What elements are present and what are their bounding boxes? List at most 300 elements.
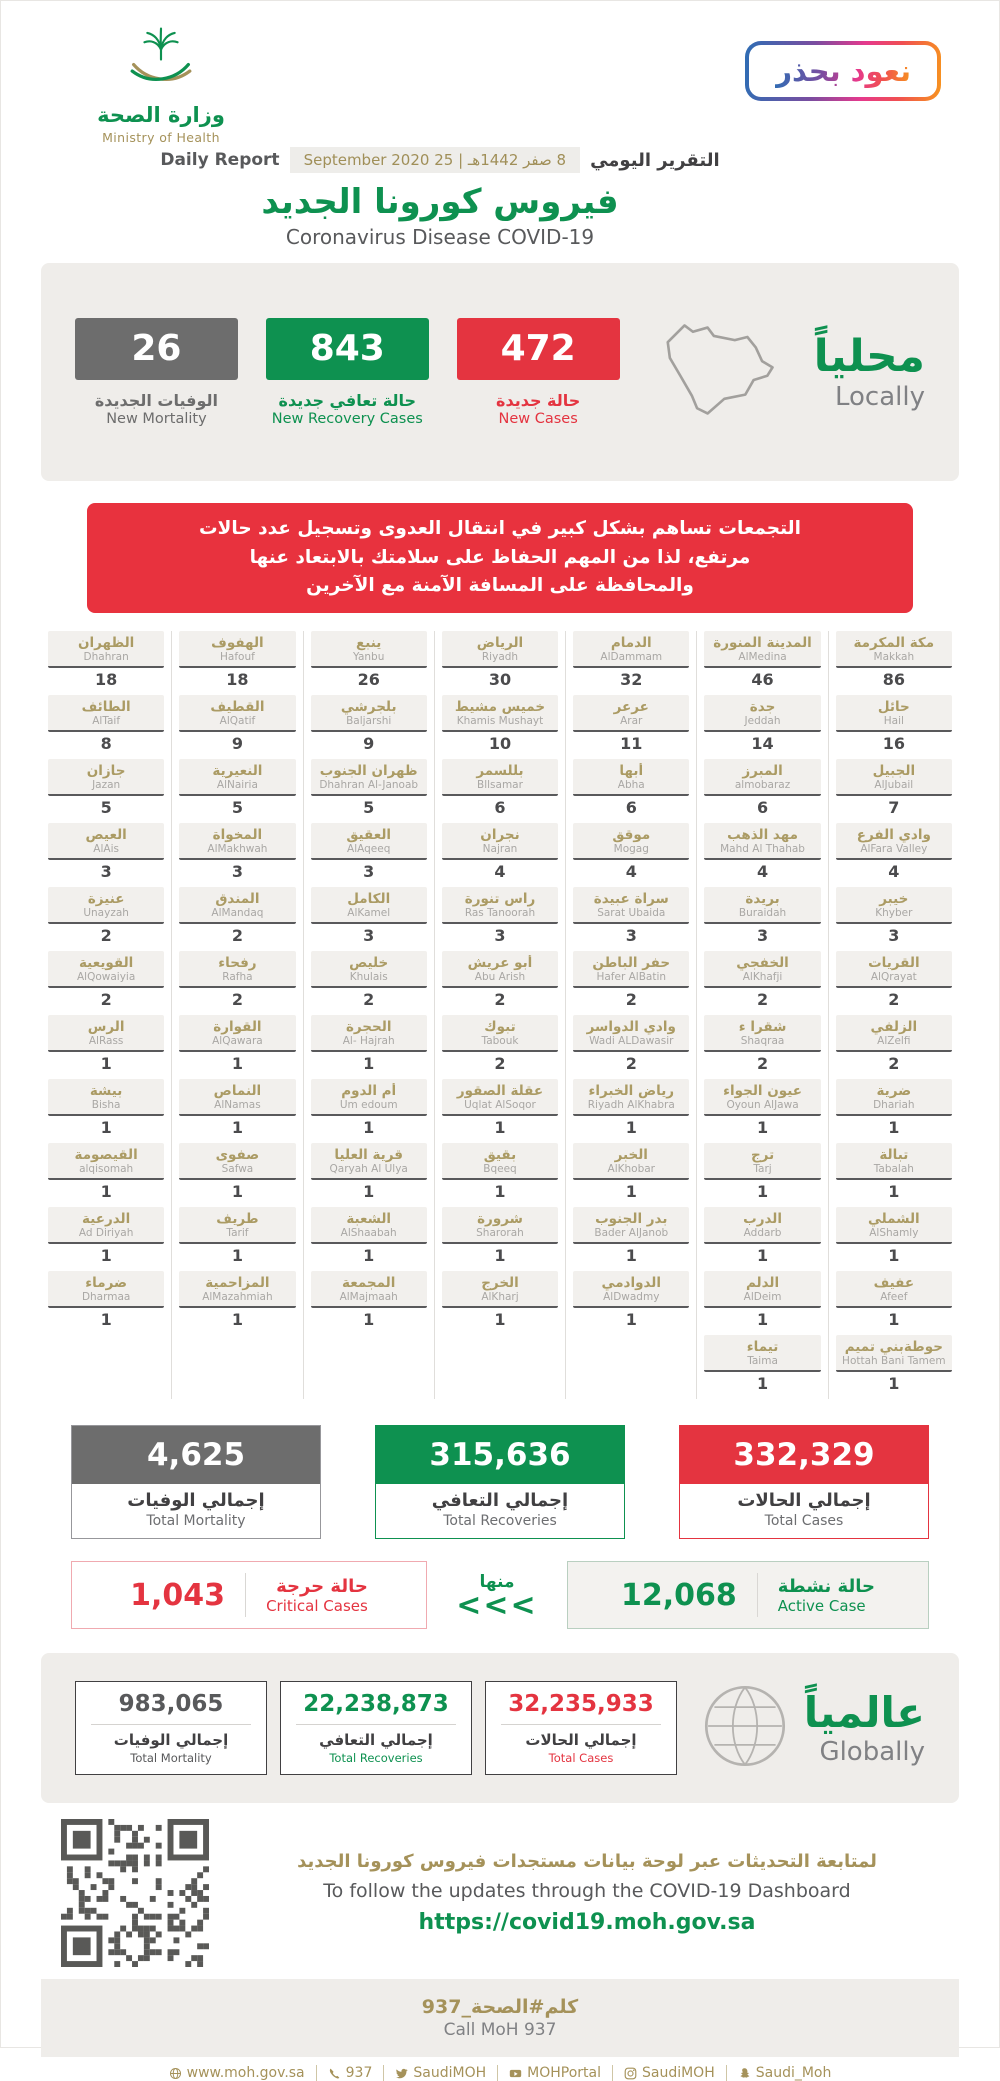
region-name-ar: القوارة bbox=[213, 1019, 262, 1036]
region-cell bbox=[704, 1207, 820, 1266]
region-cell bbox=[442, 631, 558, 690]
region-cell bbox=[704, 1015, 820, 1074]
region-name-box bbox=[179, 695, 295, 732]
region-name-box bbox=[836, 1015, 952, 1052]
region-name-ar: وادي الفرع bbox=[856, 827, 931, 844]
call-moh-band bbox=[41, 1979, 959, 2057]
region-name-ar: حائل bbox=[877, 699, 910, 716]
region-name-ar: الخبر bbox=[614, 1147, 648, 1164]
critical-cases-label-ar: حالة حرجة bbox=[276, 1575, 368, 1597]
region-name-en: Abha bbox=[617, 779, 645, 792]
globe-icon bbox=[169, 2067, 182, 2080]
dashboard-section bbox=[61, 1819, 939, 1967]
region-name-en: Dharmaa bbox=[81, 1291, 131, 1304]
region-cell bbox=[179, 631, 295, 690]
region-count: 1 bbox=[100, 1118, 112, 1138]
region-name-ar: ظهران الجنوب bbox=[319, 763, 418, 780]
region-cell bbox=[573, 695, 689, 754]
region-count: 1 bbox=[756, 1246, 769, 1266]
global-mortality-box bbox=[75, 1681, 267, 1775]
region-name-box bbox=[48, 695, 164, 732]
region-name-en: almobaraz bbox=[734, 779, 791, 792]
region-name-en: Hottah Bani Tamem bbox=[842, 1355, 946, 1368]
critical-cases-value: 1,043 bbox=[130, 1577, 226, 1613]
region-count: 6 bbox=[625, 798, 637, 818]
region-name-box bbox=[573, 1015, 689, 1052]
region-name-en: Arar bbox=[620, 715, 643, 728]
region-cell bbox=[836, 1271, 952, 1330]
region-name-ar: جازان bbox=[86, 763, 126, 780]
region-column bbox=[565, 631, 696, 1399]
region-cell bbox=[573, 823, 689, 882]
region-count: 6 bbox=[494, 798, 506, 818]
region-name-en: Riyadh bbox=[481, 651, 519, 664]
region-name-en: Afeef bbox=[880, 1291, 908, 1304]
region-count: 7 bbox=[888, 798, 900, 818]
region-cell bbox=[442, 823, 558, 882]
region-name-box bbox=[442, 759, 558, 796]
region-cell bbox=[179, 1143, 295, 1202]
region-name-ar: القيصومة bbox=[74, 1147, 138, 1164]
region-count: 2 bbox=[100, 990, 112, 1010]
region-name-ar: القريات bbox=[868, 955, 920, 972]
region-name-ar: ضرية bbox=[876, 1083, 912, 1100]
region-name-box bbox=[311, 823, 427, 860]
region-name-box bbox=[179, 759, 295, 796]
of-which-indicator bbox=[456, 1571, 538, 1623]
region-name-en: Tabouk bbox=[481, 1035, 519, 1048]
region-cell bbox=[311, 1079, 427, 1138]
youtube-icon bbox=[509, 2067, 522, 2080]
region-name-ar: بلجرشي bbox=[340, 699, 397, 716]
region-count: 1 bbox=[363, 1246, 375, 1266]
region-name-en: Mahd Al Thahab bbox=[720, 843, 805, 856]
region-name-ar: ترج bbox=[750, 1147, 775, 1164]
region-name-en: AlTaif bbox=[92, 715, 121, 728]
region-column bbox=[828, 631, 959, 1399]
region-name-ar: الدوادمي bbox=[601, 1275, 661, 1292]
region-cell bbox=[311, 759, 427, 818]
region-count: 2 bbox=[625, 1054, 637, 1074]
dashboard-url-link[interactable]: https://covid19.moh.gov.sa bbox=[418, 1910, 756, 1936]
dashboard-note-ar: لمتابعة التحديثات عبر لوحة بيانات مستجدات فيروس كورونا الجديد bbox=[297, 1851, 877, 1873]
region-cell bbox=[704, 823, 820, 882]
region-cell bbox=[311, 695, 427, 754]
active-cases-label-ar: حالة نشطة bbox=[777, 1575, 875, 1597]
region-count: 16 bbox=[882, 734, 905, 754]
region-name-box bbox=[836, 695, 952, 732]
region-name-box bbox=[573, 1079, 689, 1116]
region-name-ar: الكامل bbox=[347, 891, 391, 908]
region-cell bbox=[311, 1143, 427, 1202]
region-name-ar: الخفجي bbox=[736, 955, 789, 972]
region-name-ar: المزاحمية bbox=[205, 1275, 270, 1292]
region-name-en: Dhahran bbox=[83, 651, 129, 664]
region-count: 1 bbox=[231, 1054, 243, 1074]
region-cell bbox=[48, 1207, 164, 1266]
region-column bbox=[303, 631, 434, 1399]
region-name-ar: حفر الباطن bbox=[592, 955, 671, 972]
badge-text: نعود بحذر bbox=[775, 54, 911, 88]
region-name-ar: المجمعة bbox=[342, 1275, 396, 1292]
region-cell bbox=[836, 1335, 952, 1394]
region-name-en: AlNamas bbox=[214, 1099, 261, 1112]
region-name-ar: رياض الخبراء bbox=[588, 1083, 675, 1100]
region-name-box bbox=[311, 1271, 427, 1308]
region-name-box bbox=[442, 1271, 558, 1308]
local-totals-row bbox=[71, 1425, 929, 1539]
region-count: 9 bbox=[231, 734, 243, 754]
region-name-ar: خليص bbox=[349, 955, 389, 972]
moh-logo bbox=[61, 25, 261, 145]
total-recoveries-value: 315,636 bbox=[376, 1426, 624, 1484]
region-cell bbox=[442, 887, 558, 946]
region-name-box bbox=[573, 759, 689, 796]
region-cell bbox=[442, 759, 558, 818]
region-cell bbox=[48, 1015, 164, 1074]
region-count: 1 bbox=[625, 1118, 637, 1138]
region-name-ar: موقق bbox=[612, 827, 651, 844]
region-name-ar: تبوك bbox=[484, 1019, 516, 1036]
region-cell bbox=[48, 631, 164, 690]
region-cell bbox=[836, 1079, 952, 1138]
chevrons-left-icon: <<< bbox=[456, 1587, 538, 1623]
region-count: 3 bbox=[363, 862, 375, 882]
region-name-box bbox=[573, 887, 689, 924]
new-cases-value: 472 bbox=[457, 318, 620, 380]
region-cell bbox=[442, 1079, 558, 1138]
region-name-en: AlQowaiyia bbox=[76, 971, 136, 984]
footer-label: MOHPortal bbox=[527, 2065, 601, 2081]
footer-label: SaudiMOH bbox=[641, 2065, 715, 2081]
region-name-ar: الشملي bbox=[868, 1211, 920, 1228]
region-name-box bbox=[704, 1015, 820, 1052]
footer-item-phone bbox=[317, 2065, 385, 2081]
new-mortality-label-en: New Mortality bbox=[106, 410, 207, 427]
region-name-box bbox=[48, 1207, 164, 1244]
region-name-ar: حوطةبني تميم bbox=[844, 1339, 943, 1356]
region-name-box bbox=[311, 1207, 427, 1244]
region-name-ar: المبرز bbox=[742, 763, 783, 780]
region-count: 1 bbox=[625, 1246, 637, 1266]
region-name-en: AlDwadmy bbox=[603, 1291, 660, 1304]
region-count: 2 bbox=[231, 926, 243, 946]
region-cell bbox=[179, 759, 295, 818]
region-name-ar: الهفوف bbox=[211, 635, 264, 652]
region-name-box bbox=[311, 951, 427, 988]
region-cell bbox=[573, 1015, 689, 1074]
region-name-box bbox=[179, 951, 295, 988]
global-recoveries-value: 22,238,873 bbox=[303, 1691, 449, 1718]
region-name-en: Ras Tanoorah bbox=[464, 907, 536, 920]
region-count: 10 bbox=[488, 734, 512, 754]
global-cases-label-ar: إجمالي الحالات bbox=[525, 1731, 637, 1750]
region-name-box bbox=[573, 1207, 689, 1244]
region-name-box bbox=[48, 1015, 164, 1052]
region-cell bbox=[179, 823, 295, 882]
global-mortality-value: 983,065 bbox=[118, 1691, 224, 1718]
region-name-ar: رفحاء bbox=[218, 955, 257, 972]
region-name-ar: تبالة bbox=[879, 1147, 909, 1164]
region-name-ar: عقلة الصقور bbox=[456, 1083, 544, 1100]
region-count: 1 bbox=[888, 1246, 900, 1266]
region-count: 1 bbox=[888, 1182, 900, 1202]
region-name-box bbox=[48, 1079, 164, 1116]
region-count: 1 bbox=[888, 1374, 900, 1394]
region-name-en: AlFara Valley bbox=[860, 843, 928, 856]
region-cell bbox=[179, 1079, 295, 1138]
region-cell bbox=[704, 695, 820, 754]
divider bbox=[245, 1573, 246, 1617]
region-cell bbox=[573, 1143, 689, 1202]
critical-cases-label-en: Critical Cases bbox=[266, 1596, 368, 1615]
region-count: 3 bbox=[625, 926, 637, 946]
warning-line-3: والمحافظة على المسافة الآمنة مع الآخرين bbox=[306, 575, 694, 597]
region-cell bbox=[836, 1015, 952, 1074]
region-name-box bbox=[573, 823, 689, 860]
region-cell bbox=[442, 1015, 558, 1074]
region-count: 5 bbox=[231, 798, 243, 818]
region-cell bbox=[573, 1271, 689, 1330]
region-name-ar: المدينة المنورة bbox=[713, 635, 812, 652]
region-name-en: Bllsamar bbox=[477, 779, 523, 792]
header bbox=[1, 1, 999, 145]
footer-item-twitter bbox=[384, 2065, 498, 2081]
region-cell bbox=[836, 759, 952, 818]
region-name-en: AlNairia bbox=[216, 779, 258, 792]
region-name-en: Tarj bbox=[753, 1163, 772, 1176]
region-cell bbox=[836, 951, 952, 1010]
divider bbox=[501, 1724, 661, 1725]
locally-section bbox=[41, 263, 959, 481]
region-count: 5 bbox=[100, 798, 112, 818]
region-name-en: Yanbu bbox=[353, 651, 385, 664]
region-name-box bbox=[179, 631, 295, 668]
region-name-en: Dhahran Al-Janoab bbox=[319, 779, 419, 792]
new-mortality-value: 26 bbox=[75, 318, 238, 380]
new-mortality-stat bbox=[75, 318, 238, 427]
region-name-en: Bqeeq bbox=[483, 1163, 517, 1176]
region-name-en: AlRass bbox=[88, 1035, 124, 1048]
region-count: 4 bbox=[625, 862, 637, 882]
region-name-ar: العقيق bbox=[346, 827, 392, 844]
region-name-en: Sharorah bbox=[476, 1227, 524, 1240]
region-name-en: Buraidah bbox=[738, 907, 787, 920]
critical-cases-box bbox=[71, 1561, 427, 1629]
region-name-ar: الدرعية bbox=[82, 1211, 131, 1228]
locally-heading-en: Locally bbox=[835, 382, 925, 413]
region-cell bbox=[48, 1143, 164, 1202]
region-count: 1 bbox=[231, 1118, 243, 1138]
region-cell bbox=[179, 887, 295, 946]
region-name-ar: عيون الجواء bbox=[723, 1083, 802, 1100]
region-name-en: Riyadh AlKhabra bbox=[587, 1099, 675, 1112]
region-name-en: Najran bbox=[482, 843, 518, 856]
region-name-box bbox=[836, 759, 952, 796]
region-name-ar: شقرا ء bbox=[738, 1019, 787, 1036]
global-recoveries-label-en: Total Recoveries bbox=[329, 1751, 423, 1766]
ministry-name-ar: وزارة الصحة bbox=[97, 103, 225, 127]
region-cell bbox=[704, 759, 820, 818]
region-column bbox=[696, 631, 827, 1399]
region-name-en: Uqlat AlSoqor bbox=[464, 1099, 536, 1112]
region-count: 1 bbox=[100, 1246, 112, 1266]
region-name-box bbox=[836, 1335, 952, 1372]
region-count: 1 bbox=[756, 1182, 769, 1202]
footer-label: 937 bbox=[345, 2065, 373, 2081]
region-count: 32 bbox=[620, 670, 643, 690]
region-name-box bbox=[704, 759, 820, 796]
total-cases-label-ar: إجمالي الحالات bbox=[737, 1490, 871, 1512]
region-name-box bbox=[704, 1207, 820, 1244]
region-count: 2 bbox=[363, 990, 375, 1010]
locally-heading-ar: محلياً bbox=[813, 330, 925, 382]
new-cases-stat bbox=[457, 318, 620, 427]
return-with-caution-badge bbox=[745, 41, 941, 101]
region-name-en: Khulais bbox=[349, 971, 388, 984]
region-cell bbox=[573, 1079, 689, 1138]
global-cases-value: 32,235,933 bbox=[508, 1691, 654, 1718]
region-name-box bbox=[704, 823, 820, 860]
total-mortality-value: 4,625 bbox=[72, 1426, 320, 1484]
region-count: 4 bbox=[756, 862, 769, 882]
region-count: 9 bbox=[363, 734, 375, 754]
region-count: 11 bbox=[620, 734, 643, 754]
region-count: 2 bbox=[888, 1054, 900, 1074]
region-name-en: Bisha bbox=[91, 1099, 121, 1112]
region-cell bbox=[442, 1207, 558, 1266]
region-name-en: AlKhobar bbox=[607, 1163, 655, 1176]
region-cell bbox=[179, 951, 295, 1010]
region-name-box bbox=[442, 887, 558, 924]
phone-icon bbox=[328, 2067, 341, 2080]
region-name-ar: الشعبة bbox=[346, 1211, 392, 1228]
region-count: 3 bbox=[363, 926, 375, 946]
region-count: 1 bbox=[494, 1118, 506, 1138]
region-name-ar: النماص bbox=[213, 1083, 262, 1100]
region-name-en: AlAqeeq bbox=[347, 843, 391, 856]
footer-item-snapchat bbox=[727, 2065, 843, 2081]
region-cell bbox=[573, 887, 689, 946]
region-name-ar: بريدة bbox=[745, 891, 780, 908]
gatherings-warning-banner bbox=[87, 503, 913, 613]
region-name-en: Abu Arish bbox=[474, 971, 526, 984]
region-name-en: AlMakhwah bbox=[207, 843, 268, 856]
region-cell bbox=[179, 1207, 295, 1266]
region-cell bbox=[48, 695, 164, 754]
region-name-ar: شرورة bbox=[477, 1211, 523, 1228]
total-cases-label-en: Total Cases bbox=[764, 1513, 844, 1530]
region-name-en: Makkah bbox=[873, 651, 915, 664]
region-name-en: AlQatif bbox=[219, 715, 256, 728]
region-count: 4 bbox=[494, 862, 506, 882]
region-name-box bbox=[573, 1271, 689, 1308]
region-name-box bbox=[179, 1079, 295, 1116]
region-name-ar: ضرماء bbox=[85, 1275, 128, 1292]
region-name-en: Wadi ALDawasir bbox=[589, 1035, 674, 1048]
global-cases-label-en: Total Cases bbox=[548, 1751, 614, 1766]
region-column bbox=[171, 631, 302, 1399]
divider bbox=[91, 1724, 251, 1725]
region-name-ar: المخواة bbox=[212, 827, 263, 844]
region-count: 1 bbox=[625, 1182, 637, 1202]
region-count: 26 bbox=[357, 670, 380, 690]
region-name-en: AlMandaq bbox=[211, 907, 264, 920]
region-count: 1 bbox=[100, 1182, 112, 1202]
report-date: 8 صفر 1442هـ | 25 September 2020 bbox=[290, 147, 581, 173]
region-cell bbox=[836, 823, 952, 882]
region-count: 1 bbox=[756, 1310, 769, 1330]
region-name-box bbox=[836, 631, 952, 668]
region-count: 1 bbox=[363, 1310, 375, 1330]
daily-report-label-en: Daily Report bbox=[160, 150, 280, 170]
region-name-box bbox=[179, 1143, 295, 1180]
region-cell bbox=[836, 631, 952, 690]
region-count: 1 bbox=[100, 1054, 112, 1074]
region-count: 2 bbox=[756, 1054, 769, 1074]
region-name-ar: أبو عريش bbox=[467, 955, 533, 972]
region-name-box bbox=[704, 951, 820, 988]
region-name-en: AlMedina bbox=[738, 651, 787, 664]
region-cell bbox=[836, 1207, 952, 1266]
region-name-box bbox=[179, 823, 295, 860]
region-name-ar: طريف bbox=[216, 1211, 259, 1228]
region-name-box bbox=[442, 631, 558, 668]
region-name-box bbox=[311, 887, 427, 924]
new-cases-label-en: New Cases bbox=[498, 410, 578, 427]
region-name-box bbox=[311, 1143, 427, 1180]
footer-label: SaudiMOH bbox=[413, 2065, 487, 2081]
active-cases-box bbox=[567, 1561, 929, 1629]
region-name-box bbox=[442, 1207, 558, 1244]
active-cases-label-en: Active Case bbox=[777, 1596, 866, 1615]
region-name-ar: مهد الذهب bbox=[727, 827, 798, 844]
region-cell bbox=[836, 1143, 952, 1202]
region-count: 30 bbox=[488, 670, 512, 690]
region-name-ar: بقيق bbox=[483, 1147, 517, 1164]
region-name-en: AlShaabah bbox=[340, 1227, 397, 1240]
region-name-box bbox=[836, 1079, 952, 1116]
region-count: 6 bbox=[756, 798, 769, 818]
region-name-box bbox=[573, 1143, 689, 1180]
region-cell bbox=[311, 631, 427, 690]
region-name-box bbox=[48, 1271, 164, 1308]
region-name-box bbox=[836, 823, 952, 860]
region-name-ar: مكة المكرمة bbox=[853, 635, 935, 652]
qr-code bbox=[61, 1819, 209, 1967]
region-name-ar: أم الدوم bbox=[341, 1083, 397, 1100]
region-count: 1 bbox=[756, 1374, 769, 1394]
region-name-box bbox=[573, 951, 689, 988]
region-cell bbox=[704, 1143, 820, 1202]
region-count: 1 bbox=[231, 1182, 243, 1202]
region-name-box bbox=[704, 631, 820, 668]
date-row bbox=[1, 147, 879, 173]
region-name-en: AlJubail bbox=[874, 779, 914, 792]
region-cell bbox=[704, 887, 820, 946]
region-cell bbox=[311, 823, 427, 882]
region-name-ar: الدمام bbox=[610, 635, 652, 652]
region-name-box bbox=[179, 1207, 295, 1244]
region-name-box bbox=[836, 1271, 952, 1308]
region-name-box bbox=[179, 887, 295, 924]
region-name-en: Rafha bbox=[222, 971, 253, 984]
region-cell bbox=[442, 695, 558, 754]
region-name-ar: الظهران bbox=[77, 635, 135, 652]
new-cases-label-ar: حالة جديدة bbox=[496, 390, 581, 410]
region-name-en: Bader AlJanob bbox=[594, 1227, 669, 1240]
region-name-box bbox=[704, 1271, 820, 1308]
